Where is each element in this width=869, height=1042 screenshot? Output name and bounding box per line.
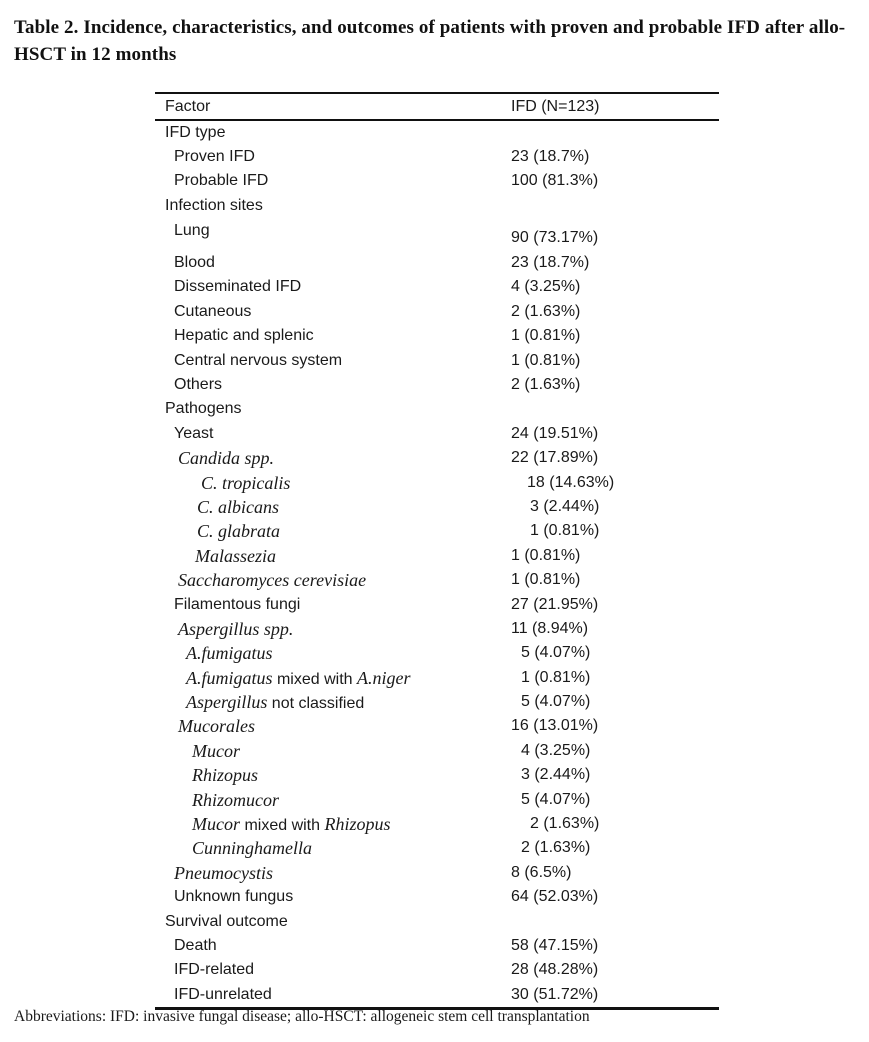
row-factor: Yeast: [174, 424, 214, 442]
table-row: [155, 544, 719, 568]
row-factor: Disseminated IFD: [174, 278, 302, 296]
table-row: [155, 251, 719, 275]
table-title: Table 2. Incidence, characteristics, and outcomes of patients with proven and probable IFD after allo-HSCT in 12 months: [14, 17, 846, 65]
table-row: [155, 300, 719, 324]
table-row-section: [155, 910, 719, 934]
row-factor: Aspergillus spp.: [178, 618, 294, 639]
table-row: [155, 446, 719, 470]
row-factor-italic: Mucor: [192, 814, 240, 835]
row-factor: Cunninghamella: [192, 838, 312, 859]
row-factor: Pneumocystis: [174, 862, 273, 883]
row-factor: Probable IFD: [174, 172, 269, 190]
row-value: [511, 121, 719, 145]
row-value: 1 (0.81%): [511, 327, 581, 345]
table-row: [155, 275, 719, 299]
table-row: [155, 519, 719, 543]
row-value: 2 (1.63%): [511, 302, 581, 320]
row-factor-plain: not classified: [267, 695, 365, 713]
row-value: 2 (1.63%): [530, 815, 600, 833]
table-row-section: [155, 397, 719, 421]
row-factor: Infection sites: [165, 196, 263, 214]
row-factor: [155, 812, 511, 836]
row-factor-italic: Rhizopus: [324, 814, 391, 835]
row-value: 3 (2.44%): [530, 497, 600, 515]
row-factor: Lung: [174, 222, 210, 240]
row-value: 1 (0.81%): [511, 571, 581, 589]
row-factor: Saccharomyces cerevisiae: [178, 570, 367, 591]
row-value: 64 (52.03%): [511, 888, 599, 906]
row-factor: Hepatic and splenic: [174, 327, 314, 345]
row-value: 100 (81.3%): [511, 172, 599, 190]
table-row: [155, 739, 719, 763]
row-factor: Proven IFD: [174, 147, 255, 165]
row-value: 16 (13.01%): [511, 717, 599, 735]
table-row: [155, 495, 719, 519]
row-value: 5 (4.07%): [521, 693, 591, 711]
row-factor: IFD type: [165, 123, 226, 141]
row-factor-plain: mixed with: [240, 817, 325, 835]
table-row: [155, 218, 719, 251]
table-row: [155, 934, 719, 958]
row-value: 8 (6.5%): [511, 863, 572, 881]
row-factor: Mucor: [192, 740, 240, 761]
row-value: 23 (18.7%): [511, 147, 590, 165]
row-factor: Unknown fungus: [174, 888, 294, 906]
row-factor: C. albicans: [197, 496, 280, 517]
row-factor: Death: [174, 937, 217, 954]
row-value: 28 (48.28%): [511, 961, 599, 979]
row-factor-italic: A.fumigatus: [186, 667, 273, 688]
row-value: 24 (19.51%): [511, 424, 599, 442]
table-row: [155, 145, 719, 169]
table-row: [155, 349, 719, 373]
row-factor: Mucorales: [178, 716, 255, 737]
header-value: IFD (N=123): [511, 98, 600, 115]
row-value: 1 (0.81%): [511, 546, 581, 564]
row-value: 1 (0.81%): [521, 668, 591, 686]
row-value: 18 (14.63%): [527, 473, 615, 491]
table-row: [155, 836, 719, 860]
table-row: [155, 593, 719, 617]
row-value: 4 (3.25%): [511, 278, 581, 296]
row-factor: C. tropicalis: [201, 472, 291, 493]
row-value: 2 (1.63%): [521, 839, 591, 857]
table-row: [155, 812, 719, 836]
row-value: 30 (51.72%): [511, 985, 599, 1003]
row-factor: IFD-related: [174, 961, 255, 979]
row-factor: IFD-unrelated: [174, 985, 272, 1003]
row-value: 5 (4.07%): [521, 644, 591, 662]
row-factor: Candida spp.: [178, 448, 275, 469]
row-factor-plain: mixed with: [272, 670, 357, 688]
row-factor: Filamentous fungi: [174, 595, 301, 613]
row-value: 22 (17.89%): [511, 449, 599, 467]
row-factor: [155, 666, 511, 690]
row-factor: [155, 690, 511, 714]
row-factor: Malassezia: [195, 545, 276, 566]
table-row: [155, 788, 719, 812]
row-factor: Cutaneous: [174, 302, 252, 320]
table-row-section: [155, 121, 719, 145]
row-value: [511, 194, 719, 218]
table-row: [155, 690, 719, 714]
row-value: 11 (8.94%): [511, 619, 589, 637]
table-row: [155, 763, 719, 787]
row-factor: A.fumigatus: [186, 643, 273, 664]
row-factor: Blood: [174, 254, 215, 272]
row-factor: Rhizopus: [192, 765, 259, 786]
table-row: [155, 471, 719, 495]
table-row: [155, 422, 719, 446]
row-value: 1 (0.81%): [511, 351, 581, 369]
row-value: 2 (1.63%): [511, 376, 581, 394]
row-factor-italic: Aspergillus: [186, 692, 268, 713]
table-row: [155, 958, 719, 982]
row-value: 90 (73.17%): [511, 229, 599, 247]
row-factor: Others: [174, 376, 223, 394]
row-value: [511, 910, 719, 934]
table-row: [155, 861, 719, 885]
table-row: [155, 568, 719, 592]
header-factor: Factor: [165, 98, 211, 115]
row-value: 3 (2.44%): [521, 766, 591, 784]
row-value: [511, 397, 719, 421]
table-row: [155, 617, 719, 641]
table-row-section: [155, 194, 719, 218]
table-row: [155, 324, 719, 348]
table-row: [155, 641, 719, 665]
table-row: [155, 714, 719, 738]
row-factor: Rhizomucor: [192, 789, 279, 810]
row-factor: C. glabrata: [197, 521, 281, 542]
row-factor: Pathogens: [165, 400, 242, 418]
row-value: 4 (3.25%): [521, 741, 591, 759]
footnote: Abbreviations: IFD: invasive fungal disease; allo-HSCT: allogeneic stem cell transplantation: [14, 1008, 590, 1025]
row-value: 5 (4.07%): [521, 790, 591, 808]
row-factor: Central nervous system: [174, 351, 343, 369]
row-value: 27 (21.95%): [511, 595, 599, 613]
table-row: [155, 373, 719, 397]
table-row: [155, 885, 719, 909]
data-table: [155, 92, 719, 1010]
table-row: [155, 983, 719, 1007]
table-row: [155, 666, 719, 690]
table-header-row: [155, 94, 719, 119]
row-factor-italic: A.niger: [356, 667, 411, 688]
row-value: 1 (0.81%): [530, 522, 600, 540]
row-factor: Survival outcome: [165, 912, 288, 930]
row-value: 58 (47.15%): [511, 937, 599, 954]
row-value: 23 (18.7%): [511, 254, 590, 272]
table-row: [155, 169, 719, 193]
